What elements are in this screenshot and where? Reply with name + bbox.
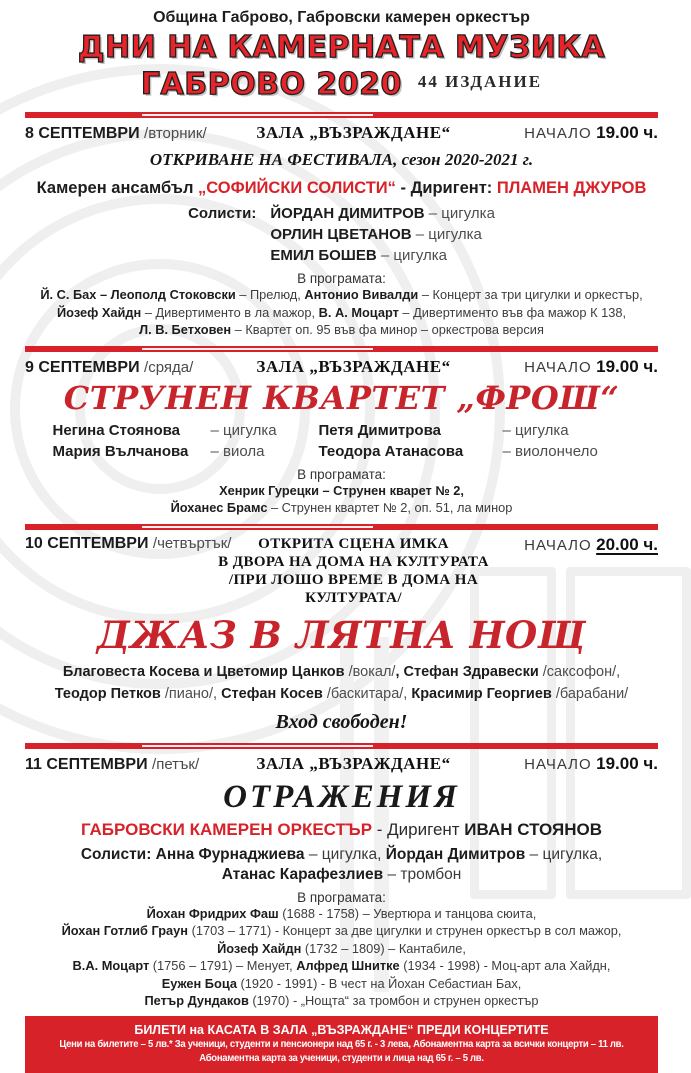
performer-name: Мария Вълчанова (52, 442, 189, 460)
text-run: Йозеф Хайдн (217, 940, 302, 956)
program-line (0, 482, 683, 500)
weekday-text: /вторник/ (144, 125, 207, 142)
section-3-venue (207, 535, 500, 607)
program-label: В програмата: (297, 889, 386, 905)
text-run: В.А. Моцарт (72, 958, 150, 973)
text-run: (1703 – 1771) - Концерт за две цигулки и струнен оркестър в сол мажор, (188, 923, 622, 938)
text-run: Благовеста Косева и Цветомир Цанков (62, 663, 345, 680)
text-run: Стефан Здравески (403, 663, 539, 680)
text-run: /вокал/ (344, 663, 396, 680)
festival-year: ГАБРОВО 2020 (140, 67, 402, 102)
venue-line: ОТКРИТА СЦЕНА ИМКА (258, 535, 449, 552)
section-2-header (25, 357, 658, 377)
start-time: 19.00 ч. (596, 123, 658, 142)
text-run: Йохан Фридрих Фаш (146, 905, 279, 921)
text-run: В. А. Моцарт (318, 304, 399, 320)
text-run: ГАБРОВСКИ КАМЕРЕН ОРКЕСТЪР (80, 819, 373, 839)
program-line (0, 992, 683, 1010)
text-run: /баскитара/, (322, 685, 412, 702)
festival-opening-line: ОТКРИВАНЕ НА ФЕСТИВАЛА, сезон 2020-2021 г. (149, 150, 534, 169)
text-run: – Дивертименто в ла мажор, (141, 304, 319, 320)
section-1-header (25, 123, 658, 143)
weekday-text: /петък/ (152, 755, 200, 773)
text-run: Солисти: (80, 845, 156, 863)
text-run: Анна Фурнаджиева (155, 845, 305, 863)
text-run: Диригент (387, 819, 465, 839)
section-4-start (500, 754, 658, 774)
section-3-date (25, 534, 232, 553)
performer-instrument: – цигулка (210, 421, 277, 439)
performer-instrument: – цигулка (502, 421, 569, 439)
text-run: , (395, 663, 404, 680)
program-label: В програмата: (297, 271, 386, 286)
start-label: НАЧАЛО (524, 755, 592, 773)
program-line (0, 922, 683, 940)
start-label: НАЧАЛО (524, 358, 592, 376)
tickets-subscription-line: Абонаментна карта за ученици, студенти и лица над 65 г. – 5 лв. (199, 1052, 484, 1064)
program-line (0, 940, 683, 958)
section-2-start (500, 357, 658, 377)
orchestra-conductor-line (0, 820, 683, 840)
text-run: – цигулка, (525, 845, 603, 863)
text-run: Петър Дундаков (144, 993, 249, 1008)
text-run: (1756 – 1791) – Менует, (149, 958, 297, 973)
festival-year-row (0, 65, 683, 102)
text-run: - (395, 179, 411, 197)
date-text: 9 СЕПТЕМВРИ (25, 358, 140, 376)
free-entry-note: Вход свободен! (275, 710, 408, 733)
divider-stripe (142, 114, 373, 116)
divider-stripe (142, 526, 373, 528)
quartet-members (0, 422, 683, 461)
program-line (0, 957, 683, 975)
date-text: 8 СЕПТЕМВРИ (25, 125, 140, 142)
performer-name: Негина Стоянова (52, 421, 180, 439)
soloist-instrument: – цигулка (428, 205, 495, 222)
section-2-date (25, 359, 207, 377)
weekday-text: /сряда/ (144, 358, 194, 376)
performer-instrument: – виолончело (502, 442, 598, 460)
soloist-instrument: – цигулка (415, 226, 482, 243)
section-divider (25, 743, 658, 749)
venue-line: В ДВОРА НА ДОМА НА КУЛТУРАТА (218, 553, 489, 570)
section-3-start (500, 535, 658, 555)
section-1-date (25, 125, 207, 143)
text-run: /саксофон/, (538, 663, 621, 680)
start-time: 19.00 ч. (596, 356, 658, 376)
text-run: /барабани/ (551, 685, 629, 702)
text-run: Хенрик Гурецки – Струнен кварет № 2, (219, 482, 464, 498)
soloist-row (270, 226, 495, 244)
festival-title: ДНИ НА КАМЕРНАТА МУЗИКА (77, 30, 606, 65)
text-run: - (372, 819, 388, 839)
start-label: НАЧАЛО (524, 536, 592, 554)
concert-title-jazz: ДЖАЗ В ЛЯТНА НОЩ (96, 612, 587, 657)
divider-stripe (142, 348, 373, 350)
soloists-rows (270, 205, 495, 265)
section-1-soloists (0, 205, 683, 265)
soloists-label: Солисти: (188, 205, 257, 222)
poster-content (0, 9, 683, 1073)
section-1-venue: ЗАЛА „ВЪЗРАЖДАНЕ“ (256, 123, 451, 142)
text-run: (1970) - „Нощта“ за тромбон и струнен оркестър (248, 993, 539, 1008)
soloist-name: ЕМИЛ БОШЕВ (270, 247, 377, 264)
text-run: Стефан Косев (221, 685, 323, 702)
divider-stripe (142, 745, 373, 747)
performer-instrument: – виола (210, 442, 265, 460)
edition-label: 44 ИЗДАНИЕ (417, 72, 543, 91)
text-run: (1934 - 1998) - Моц-арт ала Хайдн, (399, 958, 611, 973)
text-run: ПЛАМЕН ДЖУРОВ (496, 179, 647, 197)
section-4-soloists-line (0, 845, 683, 864)
text-run: (1920 - 1991) - В чест на Йохан Себастиан Бах, (236, 975, 522, 991)
soloist-row (270, 247, 495, 265)
text-run: – Квартет оп. 95 във фа минор – оркестрова версия (231, 322, 544, 337)
performer-name: Петя Димитрова (318, 421, 441, 439)
soloist-name: ОРЛИН ЦВЕТАНОВ (270, 226, 412, 243)
program-line (0, 286, 683, 304)
weekday-text: /четвъртък/ (152, 534, 232, 552)
text-run: Йоханес Брамс (170, 500, 268, 515)
text-run: Алфред Шнитке (296, 958, 400, 973)
text-run: – Концерт за три цигулки и оркестър, (418, 287, 643, 302)
soloist-instrument: – цигулка (380, 247, 447, 264)
section-divider (25, 346, 658, 352)
poster-page (0, 9, 683, 1064)
section-1-start (500, 123, 658, 143)
text-run: Красимир Георгиев (411, 685, 552, 702)
tickets-title: БИЛЕТИ на КАСАТА В ЗАЛА „ВЪЗРАЖДАНЕ“ ПРЕДИ КОНЦЕРТИТЕ (134, 1022, 549, 1037)
program-line (0, 975, 683, 993)
text-run: (1732 – 1809) – Кантабиле, (301, 940, 466, 956)
text-run: Антонио Вивалди (304, 287, 419, 302)
text-run: Йохан Готлиб Граун (61, 923, 189, 938)
section-4-date (25, 756, 207, 774)
text-run: – Прелюд, (235, 287, 305, 302)
organizer-line: Община Габрово, Габровски камерен оркестър (153, 9, 530, 26)
jazz-performers-line (0, 662, 683, 682)
tickets-prices-line: Цени на билетите – 5 лв.* За ученици, студенти и пенсионери над 65 г. - 3 лева, Абонаментна карта за всички концерти – 11 лв. (59, 1038, 624, 1050)
venue-line: /ПРИ ЛОШО ВРЕМЕ В ДОМА НА КУЛТУРАТА/ (228, 571, 479, 606)
text-run: (1688 - 1758) – Увертюра и танцова сюита, (278, 905, 537, 921)
section-4-soloists-line (0, 865, 683, 884)
text-run: Еужен Боца (161, 975, 237, 991)
date-text: 11 СЕПТЕМВРИ (25, 755, 148, 773)
program-label: В програмата: (297, 466, 386, 482)
concert-title-quartet: СТРУНЕН КВАРТЕТ „ФРОШ“ (63, 378, 620, 417)
section-divider (25, 112, 658, 118)
program-line (0, 304, 683, 322)
program-line (0, 499, 683, 517)
performer-name: Теодора Атанасова (318, 442, 464, 460)
text-run: Камерен ансамбъл (36, 179, 199, 197)
text-run: – Дивертименто във фа мажор К 138, (398, 304, 627, 320)
text-run: Атанас Карафезлиев (221, 865, 384, 883)
date-text: 10 СЕПТЕМВРИ (25, 534, 149, 552)
program-line (0, 321, 683, 339)
section-4-header (25, 754, 658, 774)
section-divider (25, 524, 658, 530)
text-run: „СОФИЙСКИ СОЛИСТИ“ (198, 179, 396, 197)
ensemble-conductor-line (0, 179, 683, 198)
section-2-venue: ЗАЛА „ВЪЗРАЖДАНЕ“ (256, 356, 451, 376)
text-run: – цигулка, (304, 845, 386, 863)
text-run: Л. В. Бетховен (139, 322, 232, 337)
text-run: Диригент: (410, 179, 497, 197)
jazz-performers-line (0, 684, 683, 704)
text-run: Теодор Петков (54, 685, 161, 702)
text-run: ИВАН СТОЯНОВ (464, 819, 603, 839)
text-run: – тромбон (383, 865, 462, 883)
start-time: 20.00 ч. (596, 534, 658, 554)
concert-title-reflections: ОТРАЖЕНИЯ (223, 778, 460, 815)
text-run: Йозеф Хайдн (56, 304, 142, 320)
section-3-header (25, 535, 658, 607)
section-4-venue: ЗАЛА „ВЪЗРАЖДАНЕ“ (256, 753, 451, 773)
start-time: 19.00 ч. (596, 753, 658, 773)
tickets-info-box (25, 1016, 658, 1073)
soloist-row (270, 205, 495, 223)
start-label: НАЧАЛО (524, 125, 592, 142)
program-line (0, 905, 683, 923)
text-run: Й. С. Бах – Леополд Стоковски (40, 287, 236, 302)
text-run: /пиано/, (160, 685, 222, 702)
soloist-name: ЙОРДАН ДИМИТРОВ (270, 205, 425, 222)
text-run: – Струнен квартет № 2, оп. 51, ла минор (267, 500, 513, 515)
text-run: Йордан Димитров (385, 845, 526, 863)
